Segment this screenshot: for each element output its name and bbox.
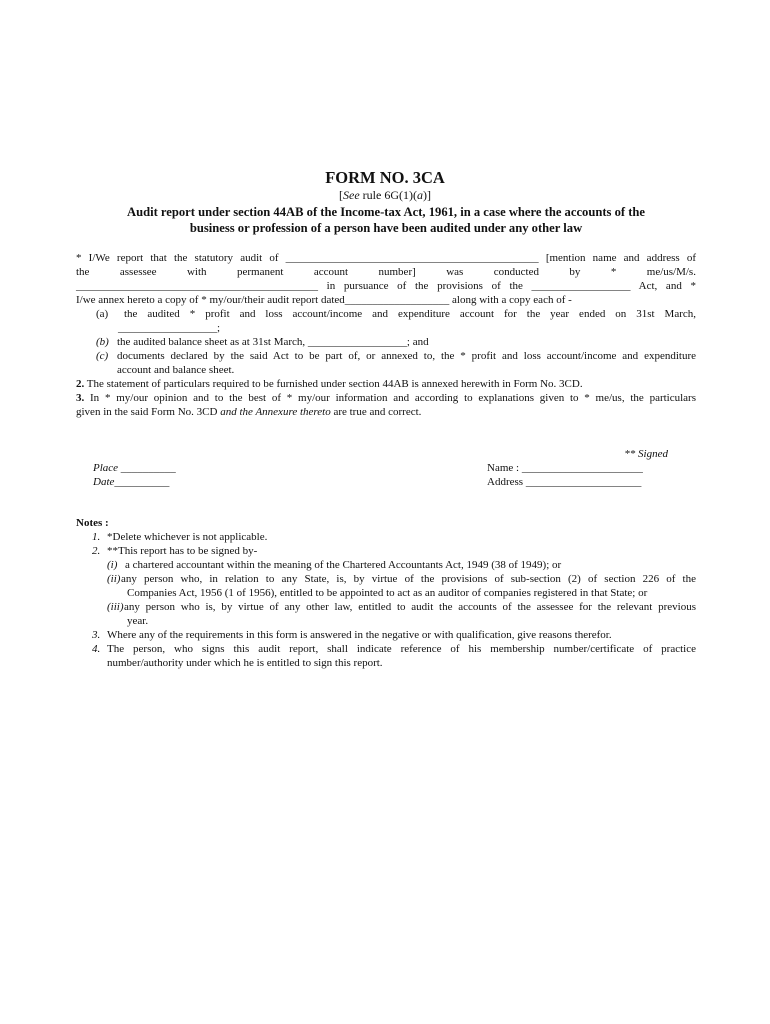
notes-heading: Notes :	[76, 517, 109, 529]
note-2-iii-line-2: year.	[127, 615, 149, 627]
note-2-num: 2.	[92, 545, 101, 557]
para-1-line-3: ____________________________________________ in pursuance of the provisions of the __________________ Act, and *	[76, 280, 696, 292]
note-4-num: 4.	[92, 643, 101, 655]
item-c-label: (c)	[96, 350, 109, 362]
para-1-line-1: * I/We report that the statutory audit of ______________________________________________ [mention name and address of	[76, 252, 696, 264]
note-2-ii-line-2: Companies Act, 1956 (1 of 1956), entitled to be appointed to act as an auditor of companies registered in that State; or	[127, 587, 648, 599]
note-4-line-1: The person, who signs this audit report, shall indicate reference of his membership number/certificate of practice	[107, 643, 696, 655]
note-2-ii-label: (ii)	[107, 573, 121, 585]
date-field: Date__________	[93, 476, 170, 488]
item-c-line-1: documents declared by the said Act to be part of, or annexed to, the * profit and loss account/income and expenditure	[117, 350, 696, 362]
para-1-line-2: the assessee with permanent account number] was conducted by * me/us/M/s.	[76, 266, 696, 278]
signed-label: ** Signed	[624, 448, 668, 460]
para-3-line-2: given in the said Form No. 3CD and the Annexure thereto are true and correct.	[76, 406, 422, 418]
form-title: FORM NO. 3CA	[325, 168, 445, 187]
para-2: 2. The statement of particulars required to be furnished under section 44AB is annexed herewith in Form No. 3CD.	[76, 378, 583, 390]
note-1-text: *Delete whichever is not applicable.	[107, 531, 268, 543]
note-1-num: 1.	[92, 531, 101, 543]
rule-reference: [See rule 6G(1)(a)]	[339, 188, 431, 202]
name-field: Name : ______________________	[487, 462, 643, 474]
note-2-iii-line-1: any person who is, by virtue of any other law, entitled to audit the accounts of the assessee for the relevant previous	[124, 601, 696, 613]
form-heading-line-2: business or profession of a person have been audited under any other law	[189, 221, 583, 235]
note-3-text: Where any of the requirements in this form is answered in the negative or with qualification, give reasons therefor.	[107, 629, 612, 641]
note-2-text: **This report has to be signed by-	[107, 545, 258, 557]
form-heading-line-1: Audit report under section 44AB of the Income-tax Act, 1961, in a case where the accounts of the	[126, 205, 646, 219]
place-field: Place __________	[93, 462, 176, 474]
item-a-line-1: the audited * profit and loss account/income and expenditure account for the year ended on 31st March,	[124, 308, 696, 320]
note-3-num: 3.	[92, 629, 101, 641]
para-1-line-4: I/we annex hereto a copy of * my/our/their audit report dated___________________ along with a copy each of -	[76, 294, 572, 306]
note-2-i-label: (i)	[107, 559, 118, 571]
note-2-i-text: a chartered accountant within the meaning of the Chartered Accountants Act, 1949 (38 of 1949); or	[125, 559, 562, 571]
item-a-line-2: __________________;	[118, 322, 221, 334]
item-c-line-2: account and balance sheet.	[117, 364, 235, 376]
note-2-ii-line-1: any person who, in relation to any State, is, by virtue of the provisions of sub-section (2) of section 226 of the	[121, 573, 696, 585]
note-2-iii-label: (iii)	[107, 601, 124, 613]
address-field: Address _____________________	[487, 476, 642, 488]
note-4-line-2: number/authority under which he is entitled to sign this report.	[107, 657, 383, 669]
item-a-label: (a)	[96, 308, 109, 320]
item-b-label: (b)	[96, 336, 109, 348]
para-3-line-1: 3. In * my/our opinion and to the best of * my/our information and according to explanations given to * me/us, the particulars	[76, 392, 696, 404]
item-b-text: the audited balance sheet as at 31st March, __________________; and	[117, 336, 429, 348]
